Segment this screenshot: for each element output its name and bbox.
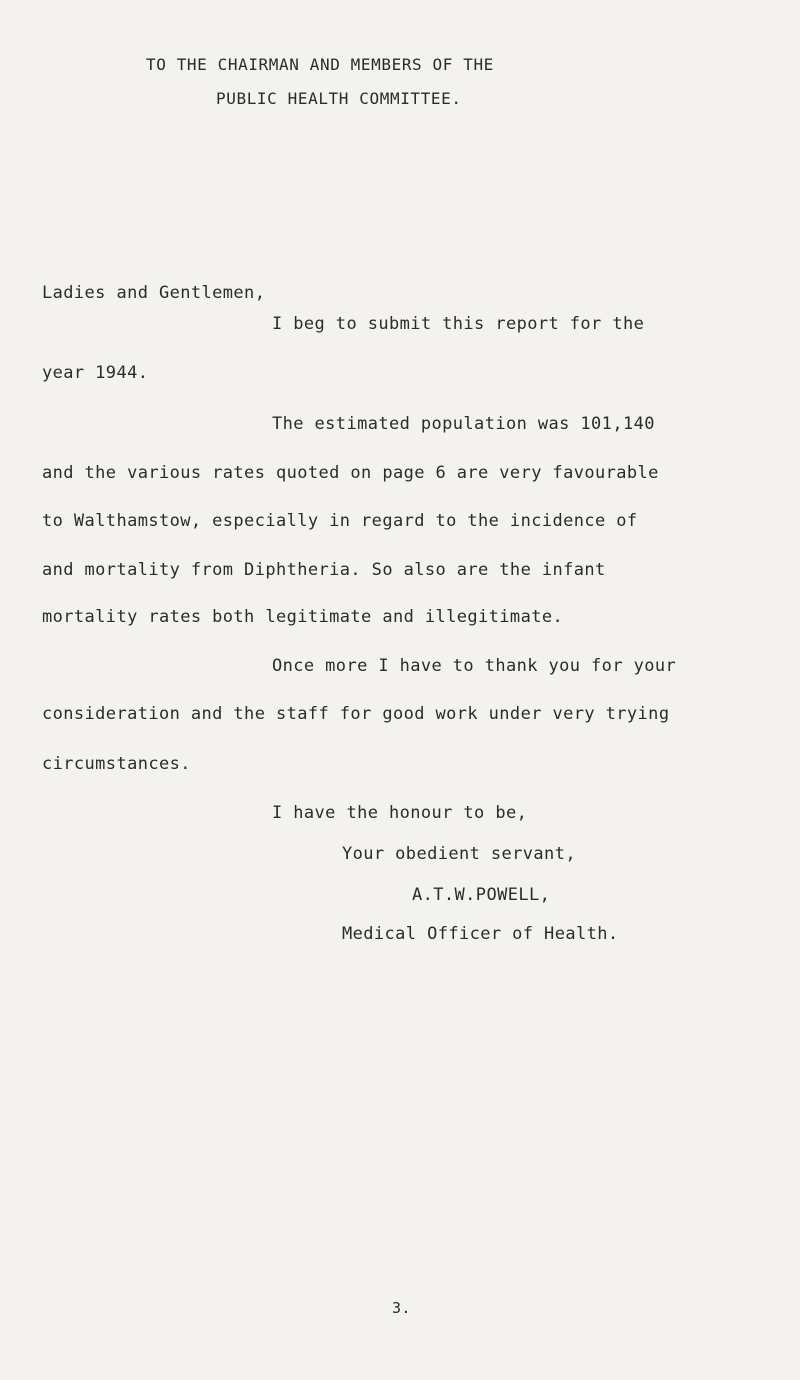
body-line-4: and the various rates quoted on page 6 are very favourable (42, 463, 659, 483)
body-line-10: circumstances. (42, 754, 191, 774)
salutation: Ladies and Gentlemen, (42, 283, 266, 303)
signature-title: Medical Officer of Health. (342, 924, 619, 944)
body-line-6: and mortality from Diphtheria. So also are the infant (42, 560, 606, 580)
body-line-2: year 1944. (42, 363, 149, 383)
body-line-1: I beg to submit this report for the (272, 314, 645, 334)
body-line-3: The estimated population was 101,140 (272, 414, 655, 434)
heading-addressee-line-2: PUBLIC HEALTH COMMITTEE. (216, 89, 462, 108)
page-number: 3. (392, 1299, 411, 1317)
body-line-9: consideration and the staff for good work under very trying (42, 704, 670, 724)
heading-addressee-line-1: TO THE CHAIRMAN AND MEMBERS OF THE (146, 55, 494, 74)
body-line-5: to Walthamstow, especially in regard to the incidence of (42, 511, 638, 531)
body-line-7: mortality rates both legitimate and illegitimate. (42, 607, 564, 627)
closing-line-1: I have the honour to be, (272, 803, 528, 823)
body-line-8: Once more I have to thank you for your (272, 656, 677, 676)
closing-line-2: Your obedient servant, (342, 844, 576, 864)
signature-name: A.T.W.POWELL, (412, 885, 551, 905)
